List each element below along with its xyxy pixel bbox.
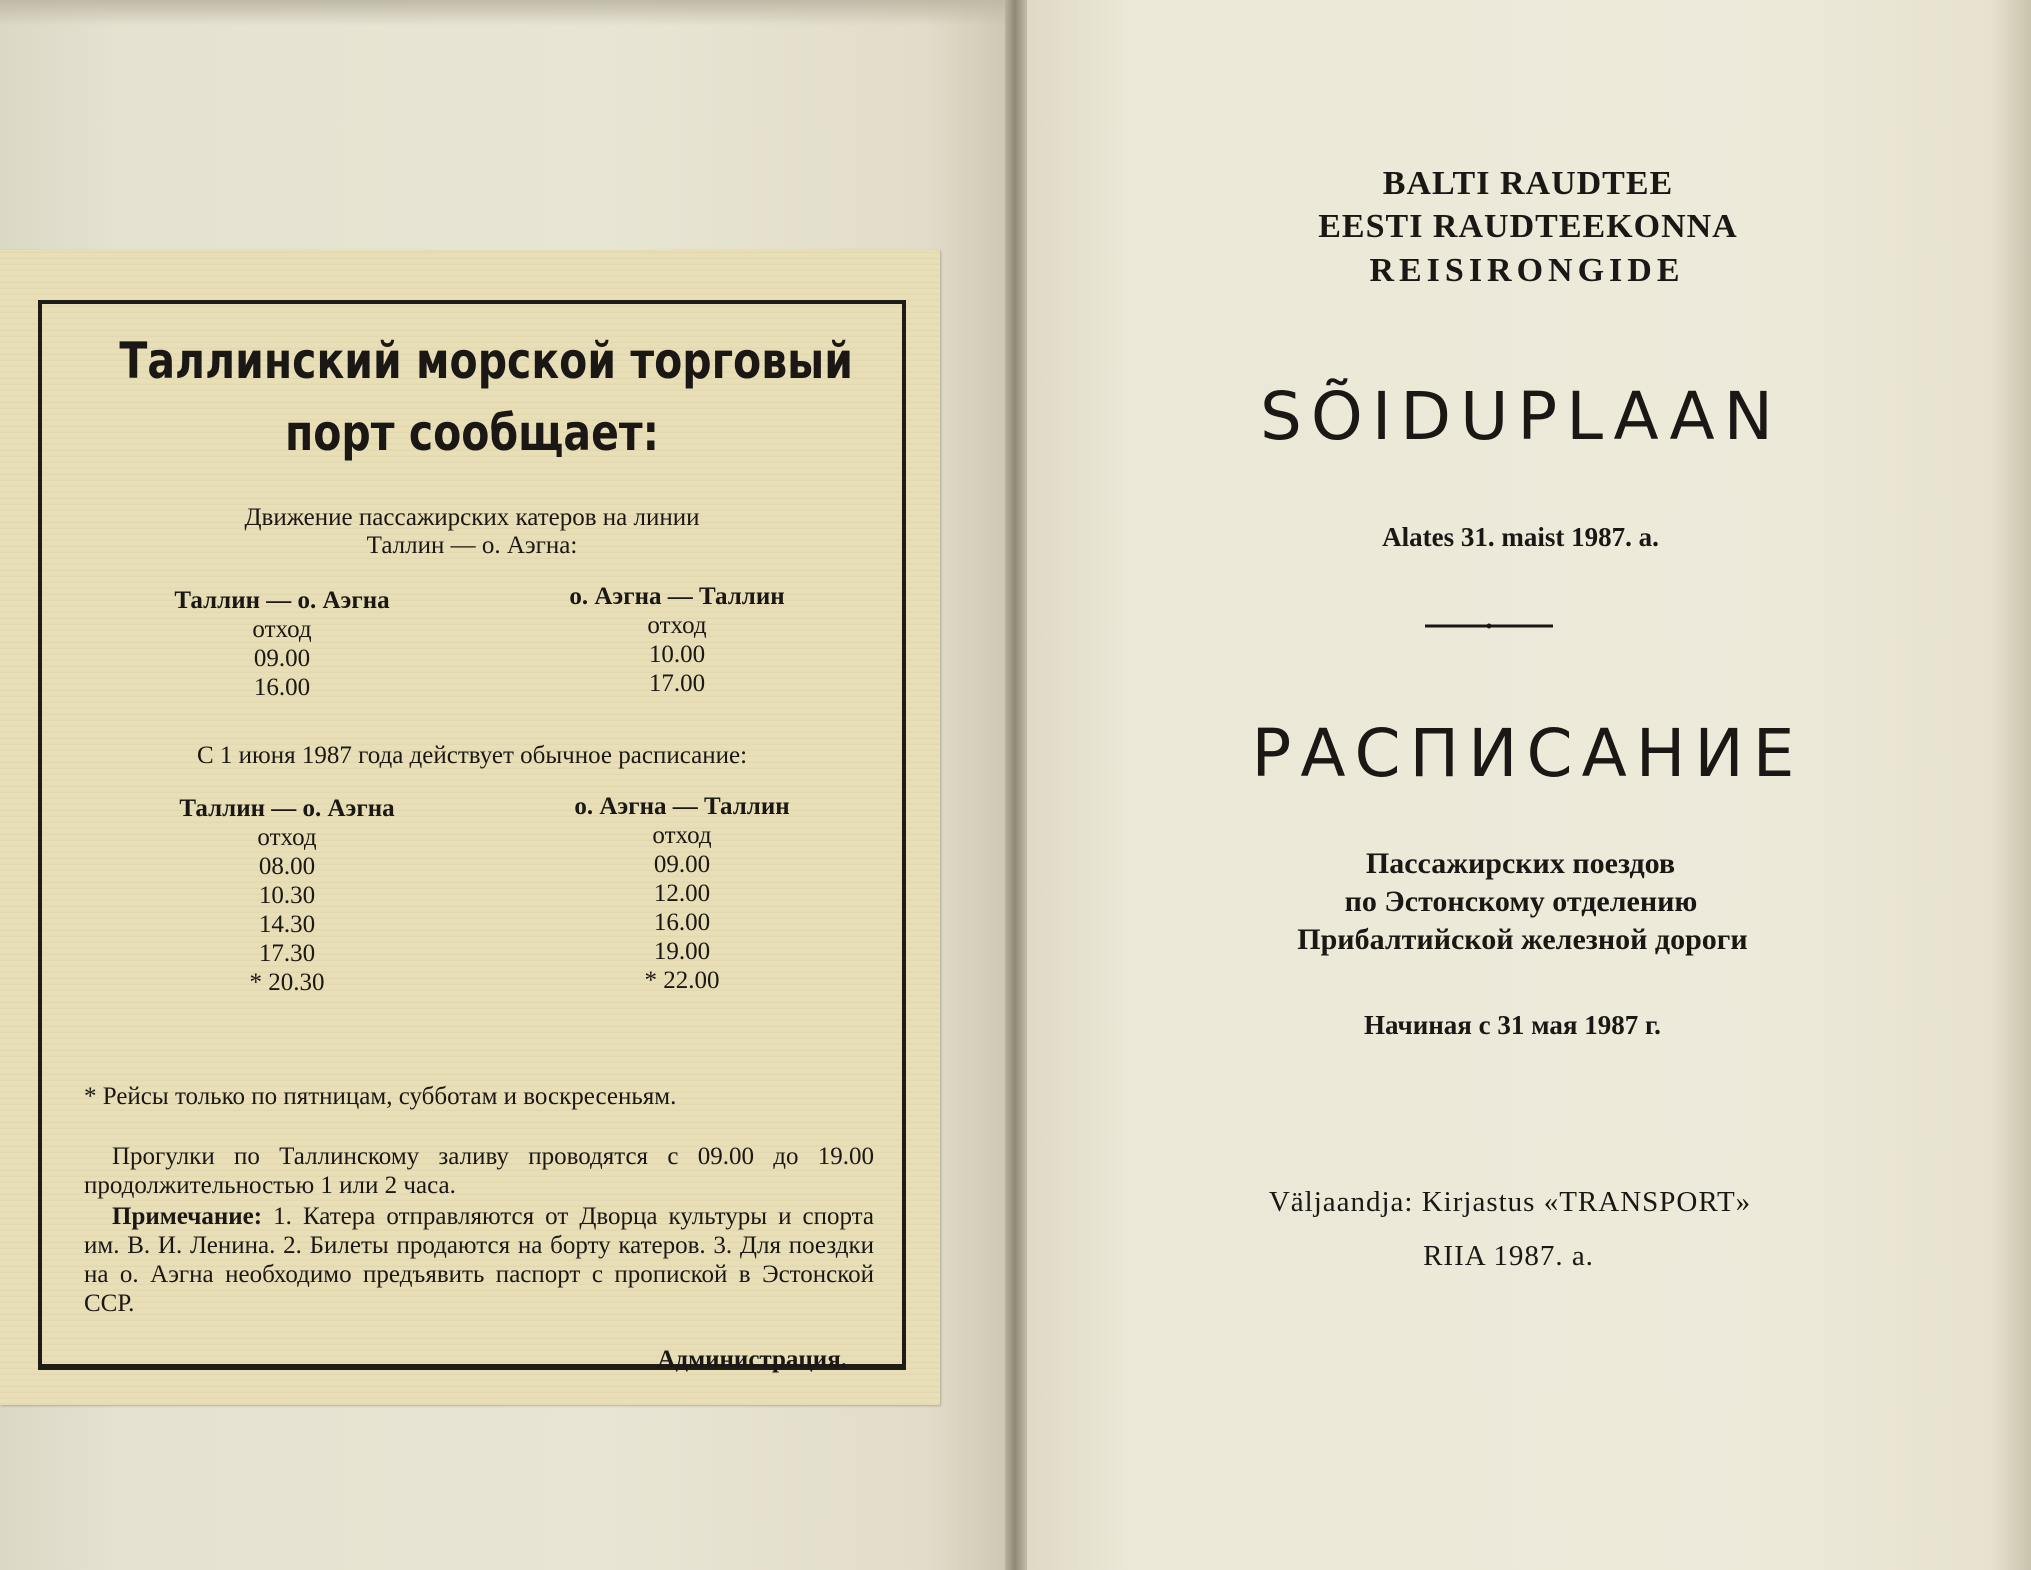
departure-time: 12.00 [653, 880, 711, 907]
subtitle-russian-line3: Прибалтийской железной дороги [1297, 923, 1748, 956]
org-line-3: REISIRONGIDE [1369, 252, 1685, 289]
departure-time: 19.00 [653, 938, 711, 965]
current-schedule-left-column [132, 586, 432, 702]
current-schedule-right-column [522, 582, 832, 698]
date-russian: Начиная с 31 мая 1987 г. [1364, 1010, 1661, 1040]
column-header: о. Аэгна — Таллин [574, 793, 790, 820]
publisher: Väljaandja: Kirjastus «TRANSPORT» [1268, 1186, 1752, 1218]
clipping-title-line2: порт сообщает: [284, 404, 660, 462]
departure-label: отход [257, 824, 317, 851]
note-label: Примечание: [112, 1203, 263, 1230]
departure-time: 14.30 [258, 911, 316, 938]
regular-schedule-notice: С 1 июня 1987 года действует обычное расписание: [196, 742, 748, 769]
clipping-signature: Администрация. [657, 1346, 847, 1373]
title-russian: РАСПИСАНИЕ [1251, 715, 1804, 792]
subtitle-russian-line2: по Эстонскому отделению [1344, 885, 1698, 918]
column-header: Таллин — о. Аэгна [179, 795, 395, 822]
subtitle-russian-line1: Пассажирских поездов [1365, 847, 1676, 880]
departure-time: 16.00 [253, 674, 311, 701]
departure-label: отход [647, 612, 707, 639]
column-header: о. Аэгна — Таллин [569, 583, 785, 610]
org-line-2: EESTI RAUDTEEKONNA [1318, 208, 1738, 245]
org-line-1: BALTI RAUDTEE [1382, 165, 1674, 202]
title-estonian: SÕIDUPLAAN [1259, 378, 1783, 455]
departure-time: * 20.30 [249, 969, 325, 996]
regular-schedule-left-column [132, 794, 442, 997]
divider-ornament [1027, 620, 2031, 632]
departure-time: 09.00 [253, 645, 311, 672]
departure-time: 17.30 [258, 940, 316, 967]
departure-time: 17.00 [648, 670, 706, 697]
departure-label: отход [652, 822, 712, 849]
regular-schedule-right-column [527, 792, 837, 995]
clipping-title-line1: Таллинский морской торговый [119, 332, 853, 390]
clipping-intro-line2: Таллин — о. Аэгна: [366, 532, 578, 559]
clipping-frame [38, 300, 906, 1373]
departure-time: 09.00 [653, 851, 711, 878]
date-estonian: Alates 31. maist 1987. a. [1382, 522, 1659, 552]
column-header: Таллин — о. Аэгна [174, 587, 390, 614]
departure-time: 16.00 [653, 909, 711, 936]
departure-time: 08.00 [258, 853, 316, 880]
clipping-intro-line1: Движение пассажирских катеров на линии [244, 504, 700, 531]
departure-time: 10.00 [648, 641, 706, 668]
clipping-footnote: * Рейсы только по пятницам, субботам и воскресеньям. [84, 1083, 677, 1110]
clipping-note [84, 1202, 874, 1318]
departure-time: * 22.00 [644, 967, 720, 994]
departure-label: отход [252, 616, 312, 643]
newspaper-clipping [0, 250, 940, 1405]
departure-time: 10.30 [258, 882, 316, 909]
note-text: 1. Катера отправляются от Дворца культуры и спорта им. В. И. Ленина. 2. Билеты продаются на борту катеров. 3. Для поездки на о. Аэгна необходимо предъявить паспорт с пропиской в Эстонской ССР. [84, 1203, 874, 1317]
place-year: RIIA 1987. a. [1423, 1240, 1594, 1272]
title-page [1027, 0, 2031, 1570]
clipping-walks-info: Прогулки по Таллинскому заливу проводятся с 09.00 до 19.00 продолжительностью 1 или 2 часа. [84, 1143, 874, 1199]
